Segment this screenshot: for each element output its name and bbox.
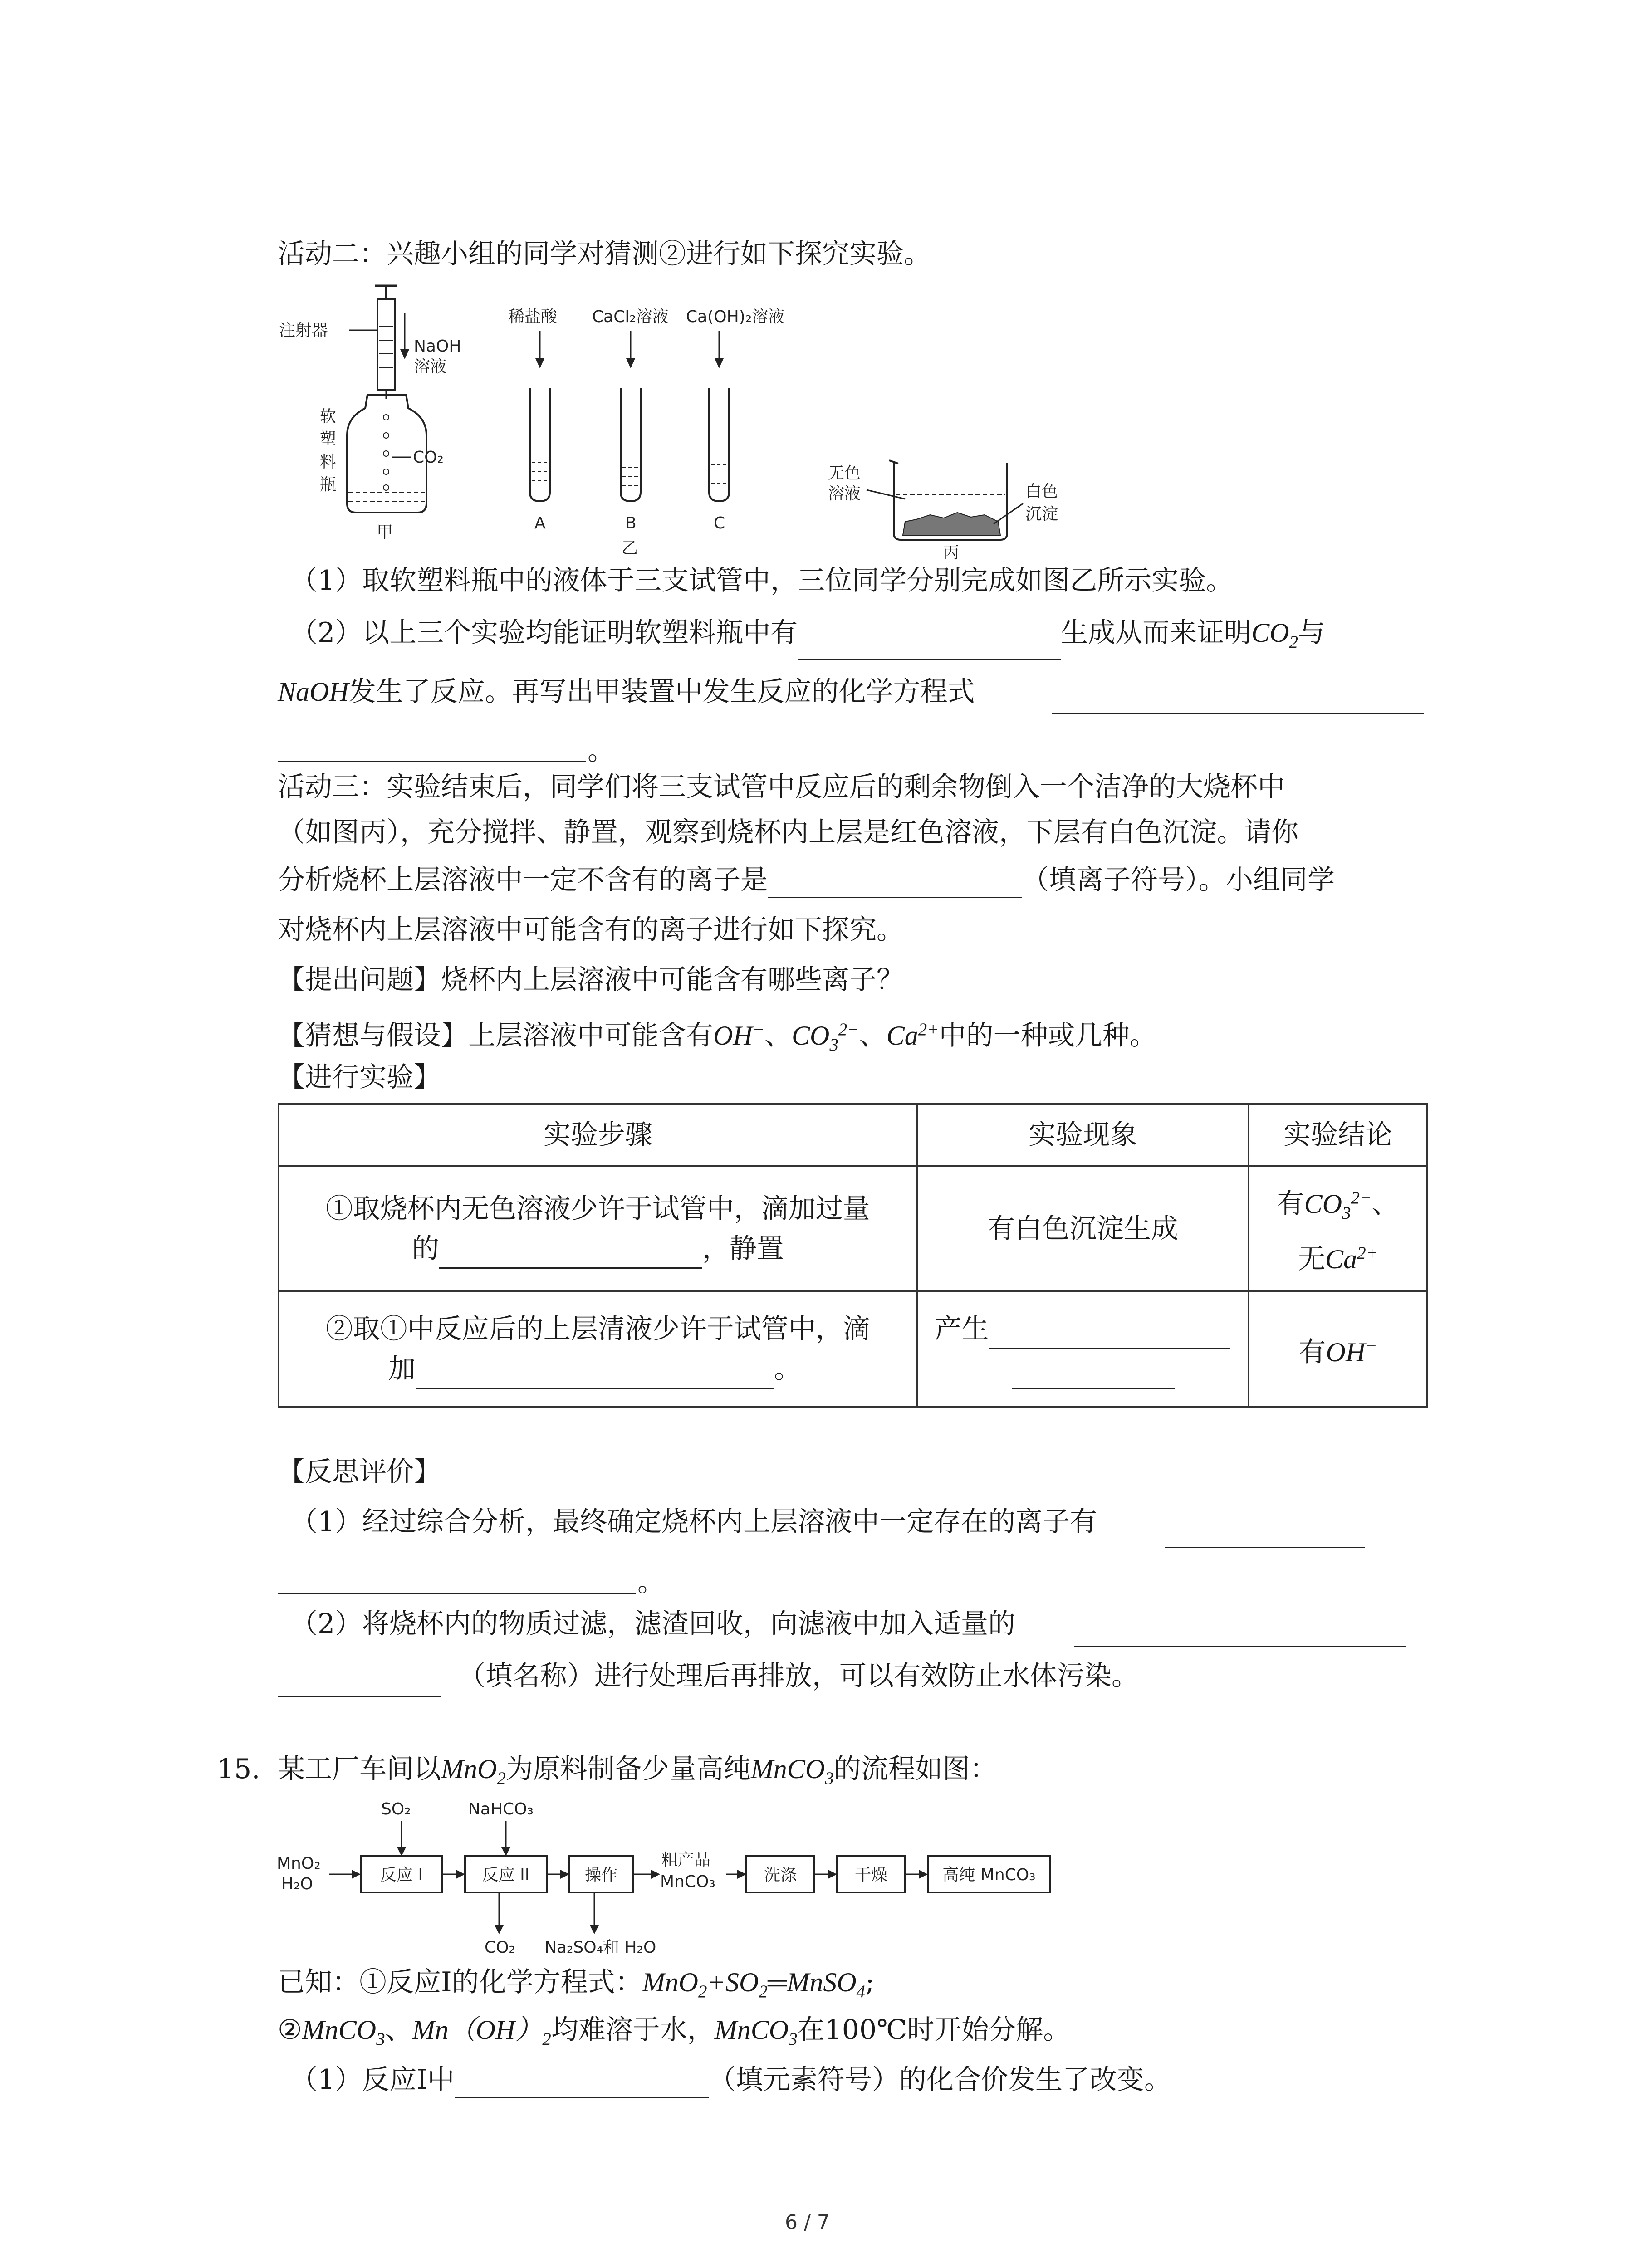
tube-label-a: A [534, 514, 546, 533]
experiment-figure [272, 286, 1125, 562]
answer-blank-7[interactable] [989, 1318, 1230, 1349]
input-h2o: H₂O [281, 1875, 313, 1893]
table-cell [917, 1291, 1249, 1407]
output-co2: CO₂ [485, 1938, 515, 1957]
crude-product-label-1: 粗产品 [661, 1851, 711, 1869]
caoh2-label: Ca(OH)₂溶液 [686, 308, 785, 326]
ion-oh: OH− [713, 1020, 764, 1051]
q2-text-d: 发生了反应。再写出甲装置中发生反应的化学方程式 [348, 676, 975, 708]
answer-blank-1[interactable] [798, 632, 1061, 660]
answer-blank-9[interactable] [1165, 1547, 1365, 1548]
test-tube-a [530, 388, 550, 501]
q2-period: 。 [588, 735, 615, 767]
known-line2: ②MnCO$_3$、$Mn(OH)_2$均难溶于水，MnCO$_3$在100℃时开始分解。 [278, 2014, 1071, 2049]
hypothesis-line: 【猜想与假设】上层溶液中可能含有OH−、$CO_3^{2-}$、$Ca^{2+}$中的一种或几种。 [278, 1020, 1157, 1055]
row2-phenomenon-text: 产生 [934, 1313, 989, 1345]
down-arrow-icon [626, 358, 635, 368]
down-arrow-icon [535, 358, 544, 368]
down-arrow-icon [501, 1847, 510, 1856]
box-dry-label: 干燥 [854, 1866, 888, 1884]
answer-blank-8[interactable] [1012, 1358, 1175, 1389]
activity3-text-b: （填离子符号）。小组同学 [1022, 864, 1335, 896]
q2-text-a: （2）以上三个实验均能证明软塑料瓶中有 [290, 617, 798, 649]
page-number: 6 / 7 [785, 2211, 830, 2234]
precipitate-label-1: 白色 [1025, 482, 1058, 501]
box-wash-label: 洗涤 [764, 1866, 797, 1884]
row2-step-line1: ②取①中反应后的上层清液少许于试管中，滴 [325, 1313, 870, 1345]
crude-product-label-2: MnCO₃ [660, 1872, 715, 1891]
arrow-right-icon [352, 1870, 361, 1879]
answer-blank-12[interactable] [278, 1696, 441, 1697]
answer-blank-11[interactable] [1074, 1646, 1406, 1647]
test-tube-b [621, 388, 641, 501]
reagent-so2: SO₂ [381, 1800, 411, 1818]
table-cell [279, 1166, 917, 1291]
row1-conclusion-line2: 无$Ca^{2+}$ [1298, 1243, 1378, 1275]
row1-step-line1: ①取烧杯内无色溶液少许于试管中，滴加过量 [325, 1193, 870, 1225]
experiment-heading: 【进行实验】 [278, 1061, 441, 1093]
table-cell [279, 1291, 917, 1407]
activity3-text-a: 分析烧杯上层溶液中一定不含有的离子是 [278, 864, 768, 896]
table-header: 实验现象 [917, 1104, 1249, 1166]
answer-blank-6[interactable] [416, 1358, 774, 1389]
ion-ca: $Ca^{2+}$ [886, 1020, 939, 1051]
colorless-label-2: 溶液 [828, 484, 861, 503]
label-yi: 乙 [622, 539, 638, 557]
test-tube-c [709, 388, 729, 501]
activity3-line4: 对烧杯内上层溶液中可能含有的离子进行如下探究。 [278, 914, 904, 946]
table-cell [1249, 1166, 1427, 1291]
table-header: 实验结论 [1249, 1104, 1427, 1166]
tube-label-b: B [625, 514, 637, 533]
hypothesis-text-a: 【猜想与假设】上层溶液中可能含有 [278, 1020, 713, 1051]
reflection-heading: 【反思评价】 [278, 1456, 441, 1488]
arrow-right-icon [651, 1870, 660, 1879]
row1-conclusion-line1: 有$CO_3^{2-}$、 [1277, 1188, 1399, 1223]
syringe-label: 注射器 [279, 321, 328, 340]
bottle-label-1: 软 [320, 407, 337, 426]
box-pure-product-label: 高纯 MnCO₃ [942, 1866, 1036, 1884]
q15-text: 某工厂车间以MnO$_2$为原料制备少量高纯MnCO$_3$的流程如图： [278, 1753, 997, 1788]
table-cell: 有OH− [1249, 1291, 1427, 1407]
activity3-line2: （如图丙），充分搅拌、静置，观察到烧杯内上层是红色溶液，下层有白色沉淀。请你 [278, 816, 1298, 848]
activity3-line1: 活动三：实验结束后，同学们将三支试管中反应后的剩余物倒入一个洁净的大烧杯中 [278, 771, 1285, 803]
answer-blank-13[interactable] [455, 2069, 709, 2098]
q15-number: 15. [217, 1753, 260, 1785]
activity2-text: 活动二：兴趣小组的同学对猜测②进行如下探究实验。 [278, 238, 931, 270]
label-bing: 丙 [943, 543, 960, 562]
bottle-label-2: 塑 [320, 430, 337, 449]
q2-line2 [278, 674, 975, 710]
table-cell: 有白色沉淀生成 [917, 1166, 1249, 1291]
output-na2so4-h2o: Na₂SO₄和 H₂O [544, 1938, 656, 1957]
box-operation-label: 操作 [584, 1866, 618, 1884]
experiment-table [278, 1103, 1428, 1408]
answer-blank-2[interactable] [1052, 713, 1424, 714]
cacl2-label: CaCl₂溶液 [592, 308, 669, 326]
ion-co3: $CO_3^{2-}$ [792, 1020, 859, 1055]
answer-blank-5[interactable] [439, 1237, 702, 1269]
fq1-line: （1）反应Ⅰ中 （填元素符号）的化合价发生了改变。 [290, 2062, 1171, 2098]
reagent-nahco3: NaHCO₃ [468, 1800, 534, 1818]
down-arrow-icon [495, 1925, 504, 1934]
answer-blank-3[interactable] [278, 761, 586, 762]
arrow-right-icon [919, 1870, 928, 1879]
naoh-formula: NaOH [278, 677, 349, 707]
answer-blank-4[interactable] [768, 870, 1022, 898]
colorless-label-1: 无色 [828, 464, 861, 483]
white-precipitate [903, 513, 1000, 535]
rq1-text: （1）经过综合分析，最终确定烧杯内上层溶液中一定存在的离子有 [290, 1506, 1097, 1538]
input-mno2: MnO₂ [277, 1854, 321, 1873]
q2-line1 [290, 615, 1325, 660]
process-flow-diagram [272, 1796, 1071, 1964]
arrow-right-icon [828, 1870, 837, 1879]
activity3-line3 [278, 862, 1335, 898]
down-arrow-icon [715, 358, 724, 368]
down-arrow-icon [590, 1925, 599, 1934]
label-jia: 甲 [377, 523, 393, 542]
row1-step-line2: 的 ，静置 [279, 1229, 916, 1269]
hypothesis-text-b: 中的一种或几种。 [939, 1020, 1157, 1051]
rq2-text-a: （2）将烧杯内的物质过滤，滤渣回收，向滤液中加入适量的 [290, 1608, 1016, 1640]
co2-label: CO₂ [413, 448, 444, 467]
down-arrow-icon [397, 1847, 406, 1856]
naoh-label-1: NaOH [414, 337, 461, 356]
precipitate-label-2: 沉淀 [1025, 505, 1058, 523]
hcl-label: 稀盐酸 [508, 308, 558, 326]
q1-text: （1）取软塑料瓶中的液体于三支试管中，三位同学分别完成如图乙所示实验。 [290, 565, 1234, 596]
q2-text-b: 生成从而来证明 [1061, 617, 1252, 649]
rq2-text-b: （填名称）进行处理后再排放，可以有效防止水体污染。 [458, 1660, 1139, 1692]
box-reaction-2-label: 反应 II [482, 1866, 530, 1884]
bottle-label-4: 瓶 [320, 475, 337, 494]
bottle-label-3: 料 [320, 453, 337, 471]
question-heading: 【提出问题】烧杯内上层溶液中可能含有哪些离子？ [278, 964, 904, 996]
arrow-right-icon [737, 1870, 746, 1879]
q2-text-c: 与 [1298, 617, 1326, 649]
answer-blank-10[interactable] [278, 1593, 636, 1594]
known-line1: 已知：①反应Ⅰ的化学方程式：$MnO_2+SO_2═MnSO_4$; [278, 1966, 875, 2001]
naoh-label-2: 溶液 [414, 357, 447, 376]
arrow-right-icon [560, 1870, 569, 1879]
co2-formula: $CO_2$ [1251, 618, 1298, 652]
table-header: 实验步骤 [279, 1104, 917, 1166]
tube-label-c: C [714, 514, 725, 533]
rq1-period: 。 [637, 1566, 665, 1598]
box-reaction-1-label: 反应 I [380, 1866, 423, 1884]
row2-step-line2: 加 。 [279, 1349, 916, 1389]
arrow-right-icon [456, 1870, 465, 1879]
